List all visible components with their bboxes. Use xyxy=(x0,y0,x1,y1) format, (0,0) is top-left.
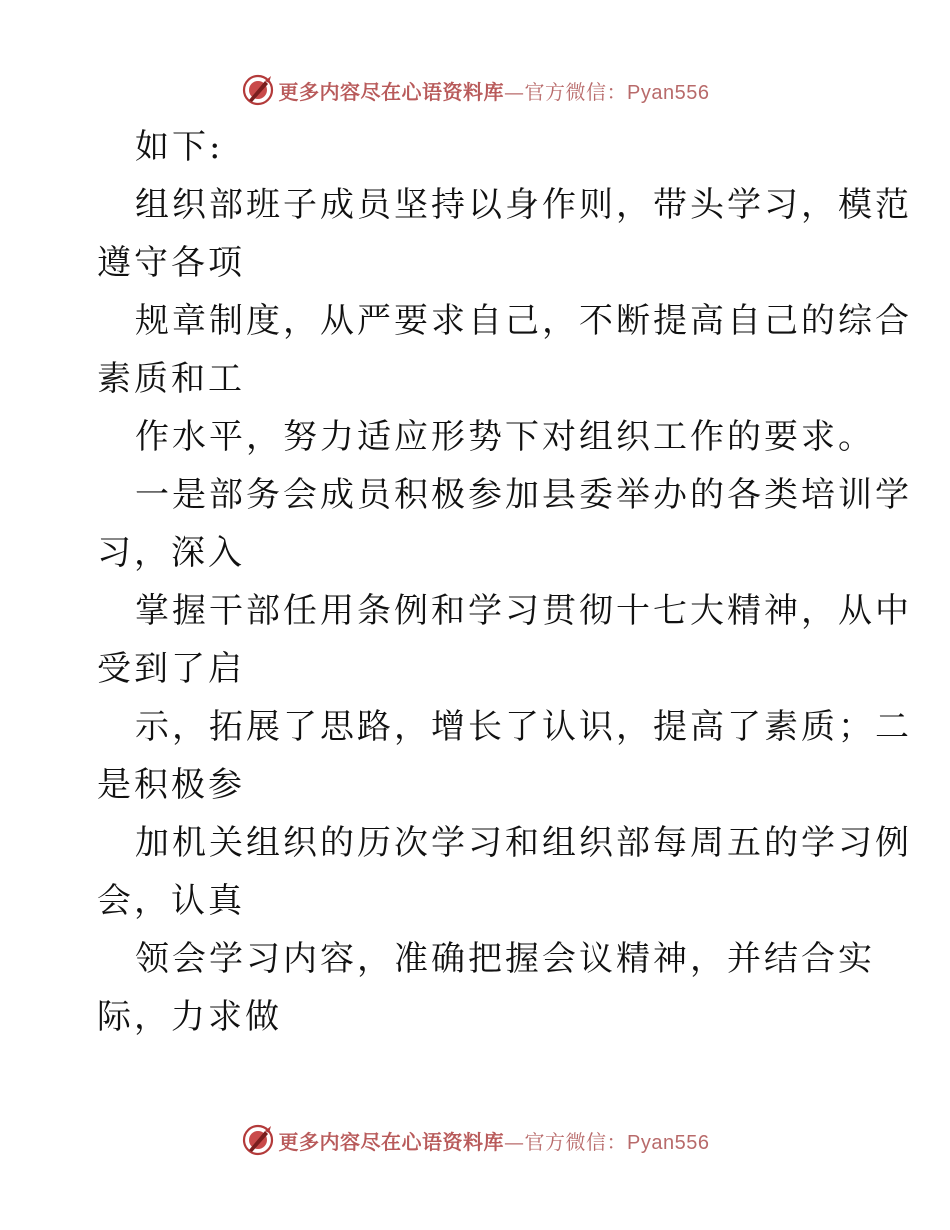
text-line: 示，拓展了思路，增长了认识，提高了素质；二 xyxy=(135,707,912,747)
footer-wechat-label: 官方微信： xyxy=(524,1129,628,1154)
text-line: 一是部务会成员积极参加县委举办的各类培训学 xyxy=(135,475,912,515)
text-line: 领会学习内容，准确把握会议精神，并结合实 xyxy=(135,939,875,979)
text-line: 会，认真 xyxy=(97,881,245,921)
document-body xyxy=(97,118,912,1046)
footer-dash: — xyxy=(504,1129,525,1154)
quill-logo-icon xyxy=(241,1123,275,1157)
header-wechat-id: Pyan556 xyxy=(627,81,710,104)
footer-wechat-id: Pyan556 xyxy=(627,1131,710,1154)
quill-logo-icon xyxy=(241,73,275,107)
footer-brand: 更多内容尽在心语资料库 xyxy=(278,1129,505,1154)
text-line: 加机关组织的历次学习和组织部每周五的学习例 xyxy=(135,823,912,863)
page-header-watermark xyxy=(0,70,950,110)
footer-brand-text xyxy=(279,1126,710,1155)
text-line: 如下: xyxy=(135,127,224,167)
text-line: 际，力求做 xyxy=(97,997,282,1037)
text-line: 作水平，努力适应形势下对组织工作的要求。 xyxy=(135,417,875,457)
page-footer-watermark xyxy=(0,1120,950,1160)
text-line: 受到了启 xyxy=(97,649,245,689)
text-line: 遵守各项 xyxy=(97,243,245,283)
text-line: 规章制度，从严要求自己，不断提高自己的综合 xyxy=(135,301,912,341)
text-line: 素质和工 xyxy=(97,359,245,399)
header-brand: 更多内容尽在心语资料库 xyxy=(278,79,505,104)
text-line: 组织部班子成员坚持以身作则，带头学习，模范 xyxy=(135,185,912,225)
header-wechat-label: 官方微信： xyxy=(524,79,628,104)
text-line: 习，深入 xyxy=(97,533,245,573)
header-dash: — xyxy=(504,79,525,104)
text-line: 掌握干部任用条例和学习贯彻十七大精神，从中 xyxy=(135,591,912,631)
text-line: 是积极参 xyxy=(97,765,245,805)
header-brand-text xyxy=(279,76,710,105)
